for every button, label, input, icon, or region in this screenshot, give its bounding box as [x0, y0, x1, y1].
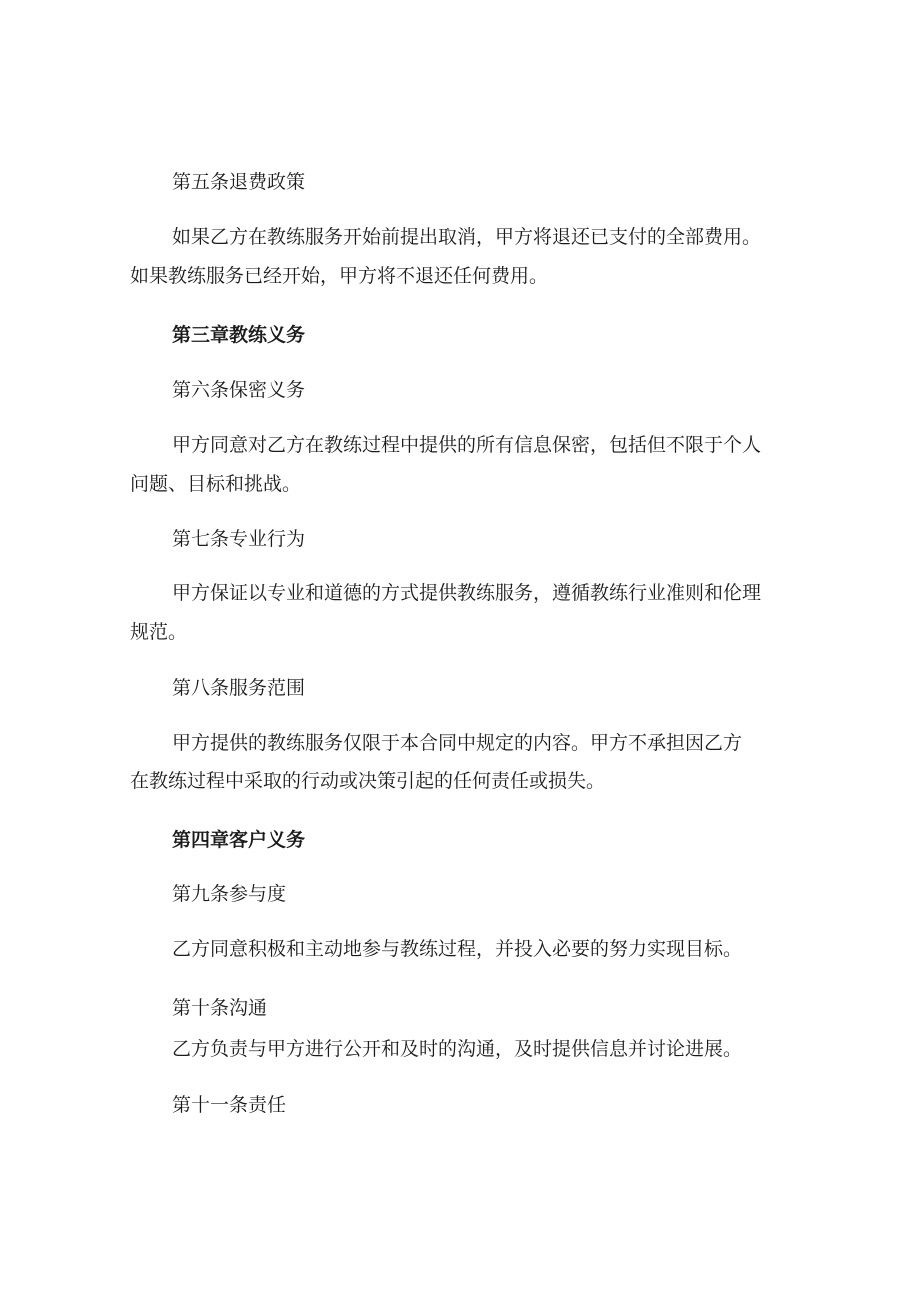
article-8-title: 第八条服务范围 — [172, 677, 306, 699]
article-6-paragraph-line-2: 问题、目标和挑战。 — [130, 473, 302, 495]
article-8-paragraph-line-1: 甲方提供的教练服务仅限于本合同中规定的内容。甲方不承担因乙方 — [172, 732, 743, 754]
article-6-title: 第六条保密义务 — [172, 379, 306, 401]
article-10-paragraph-line-1: 乙方负责与甲方进行公开和及时的沟通，及时提供信息并讨论进展。 — [172, 1038, 743, 1060]
article-7-paragraph-line-2: 规范。 — [130, 621, 188, 643]
article-5-paragraph-line-1: 如果乙方在教练服务开始前提出取消，甲方将退还已支付的全部费用。 — [172, 226, 762, 248]
article-5-title: 第五条退费政策 — [172, 171, 306, 193]
article-11-title: 第十一条责任 — [172, 1094, 287, 1116]
article-10-title: 第十条沟通 — [172, 997, 268, 1019]
chapter-4-title: 第四章客户义务 — [172, 829, 306, 851]
chapter-3-title: 第三章教练义务 — [172, 324, 306, 346]
article-7-paragraph-line-1: 甲方保证以专业和道德的方式提供教练服务，遵循教练行业准则和伦理 — [172, 582, 762, 604]
article-6-paragraph-line-1: 甲方同意对乙方在教练过程中提供的所有信息保密，包括但不限于个人 — [172, 434, 762, 456]
article-5-paragraph-line-2: 如果教练服务已经开始，甲方将不退还任何费用。 — [130, 265, 549, 287]
article-9-title: 第九条参与度 — [172, 883, 287, 905]
article-9-paragraph-line-1: 乙方同意积极和主动地参与教练过程，并投入必要的努力实现目标。 — [172, 938, 743, 960]
article-8-paragraph-line-2: 在教练过程中采取的行动或决策引起的任何责任或损失。 — [130, 770, 606, 792]
article-7-title: 第七条专业行为 — [172, 528, 306, 550]
